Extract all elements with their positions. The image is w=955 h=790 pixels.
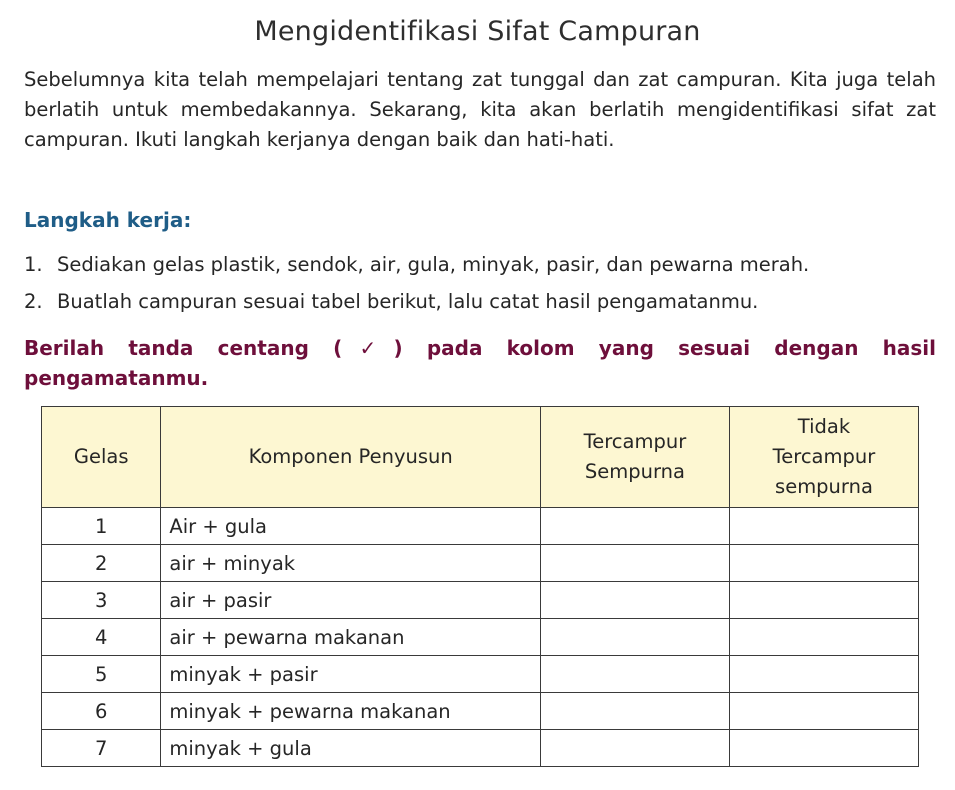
intro-paragraph: Sebelumnya kita telah mempelajari tentang zat tunggal dan zat campuran. Kita juga telah berlatih untuk membedakannya. Sekarang, kita akan berlatih mengidentifikasi sifat zat campuran. Ikuti langkah kerjanya dengan baik dan hati-hati.: [24, 68, 936, 151]
header-tercampur-sempurna: [540, 407, 729, 508]
step-item: [24, 290, 758, 313]
checkbox-cell-tercampur[interactable]: [540, 730, 729, 767]
cell-gelas: 4: [42, 619, 161, 656]
table-row: [42, 656, 919, 693]
checkbox-cell-tercampur[interactable]: [540, 693, 729, 730]
cell-gelas: 7: [42, 730, 161, 767]
header-gelas: Gelas: [42, 407, 161, 508]
step-number: 1.: [24, 253, 43, 276]
table-row: [42, 582, 919, 619]
step-text: Buatlah campuran sesuai tabel berikut, lalu catat hasil pengamatanmu.: [57, 290, 759, 313]
header-komponen: Komponen Penyusun: [161, 407, 541, 508]
instruction-text: Berilah tanda centang (✓) pada kolom yang sesuai dengan hasil pengamatanmu.: [24, 336, 936, 390]
checkbox-cell-tidak-tercampur[interactable]: [729, 693, 918, 730]
table-row: [42, 693, 919, 730]
cell-gelas: 5: [42, 656, 161, 693]
checkbox-cell-tercampur[interactable]: [540, 582, 729, 619]
cell-komponen: Air + gula: [161, 508, 541, 545]
cell-komponen: air + pewarna makanan: [161, 619, 541, 656]
header-line: Tercampur: [772, 445, 876, 468]
checkbox-cell-tidak-tercampur[interactable]: [729, 545, 918, 582]
table-row: [42, 619, 919, 656]
cell-komponen: minyak + pasir: [161, 656, 541, 693]
step-item: [24, 253, 809, 276]
checkbox-cell-tidak-tercampur[interactable]: [729, 619, 918, 656]
cell-komponen: air + minyak: [161, 545, 541, 582]
cell-komponen: minyak + gula: [161, 730, 541, 767]
checkbox-cell-tercampur[interactable]: [540, 656, 729, 693]
page-title: Mengidentifikasi Sifat Campuran: [254, 16, 701, 47]
cell-gelas: 3: [42, 582, 161, 619]
cell-komponen: minyak + pewarna makanan: [161, 693, 541, 730]
checkbox-cell-tidak-tercampur[interactable]: [729, 730, 918, 767]
checkbox-cell-tercampur[interactable]: [540, 545, 729, 582]
cell-komponen: air + pasir: [161, 582, 541, 619]
checkbox-cell-tidak-tercampur[interactable]: [729, 656, 918, 693]
checkbox-cell-tidak-tercampur[interactable]: [729, 582, 918, 619]
cell-gelas: 6: [42, 693, 161, 730]
header-line: Tercampur: [583, 430, 687, 453]
step-number: 2.: [24, 290, 43, 313]
checkbox-cell-tidak-tercampur[interactable]: [729, 508, 918, 545]
table-row: [42, 508, 919, 545]
header-line: Sempurna: [584, 460, 685, 483]
table-header-row: [42, 407, 919, 508]
checkbox-cell-tercampur[interactable]: [540, 619, 729, 656]
cell-gelas: 2: [42, 545, 161, 582]
table-row: [42, 545, 919, 582]
observation-table: [41, 406, 919, 767]
header-tidak-tercampur-sempurna: [729, 407, 918, 508]
header-line: sempurna: [775, 475, 873, 498]
header-line: Tidak: [797, 415, 851, 438]
cell-gelas: 1: [42, 508, 161, 545]
table-row: [42, 730, 919, 767]
step-text: Sediakan gelas plastik, sendok, air, gula, minyak, pasir, dan pewarna merah.: [57, 253, 810, 276]
checkbox-cell-tercampur[interactable]: [540, 508, 729, 545]
steps-heading: Langkah kerja:: [24, 208, 192, 232]
